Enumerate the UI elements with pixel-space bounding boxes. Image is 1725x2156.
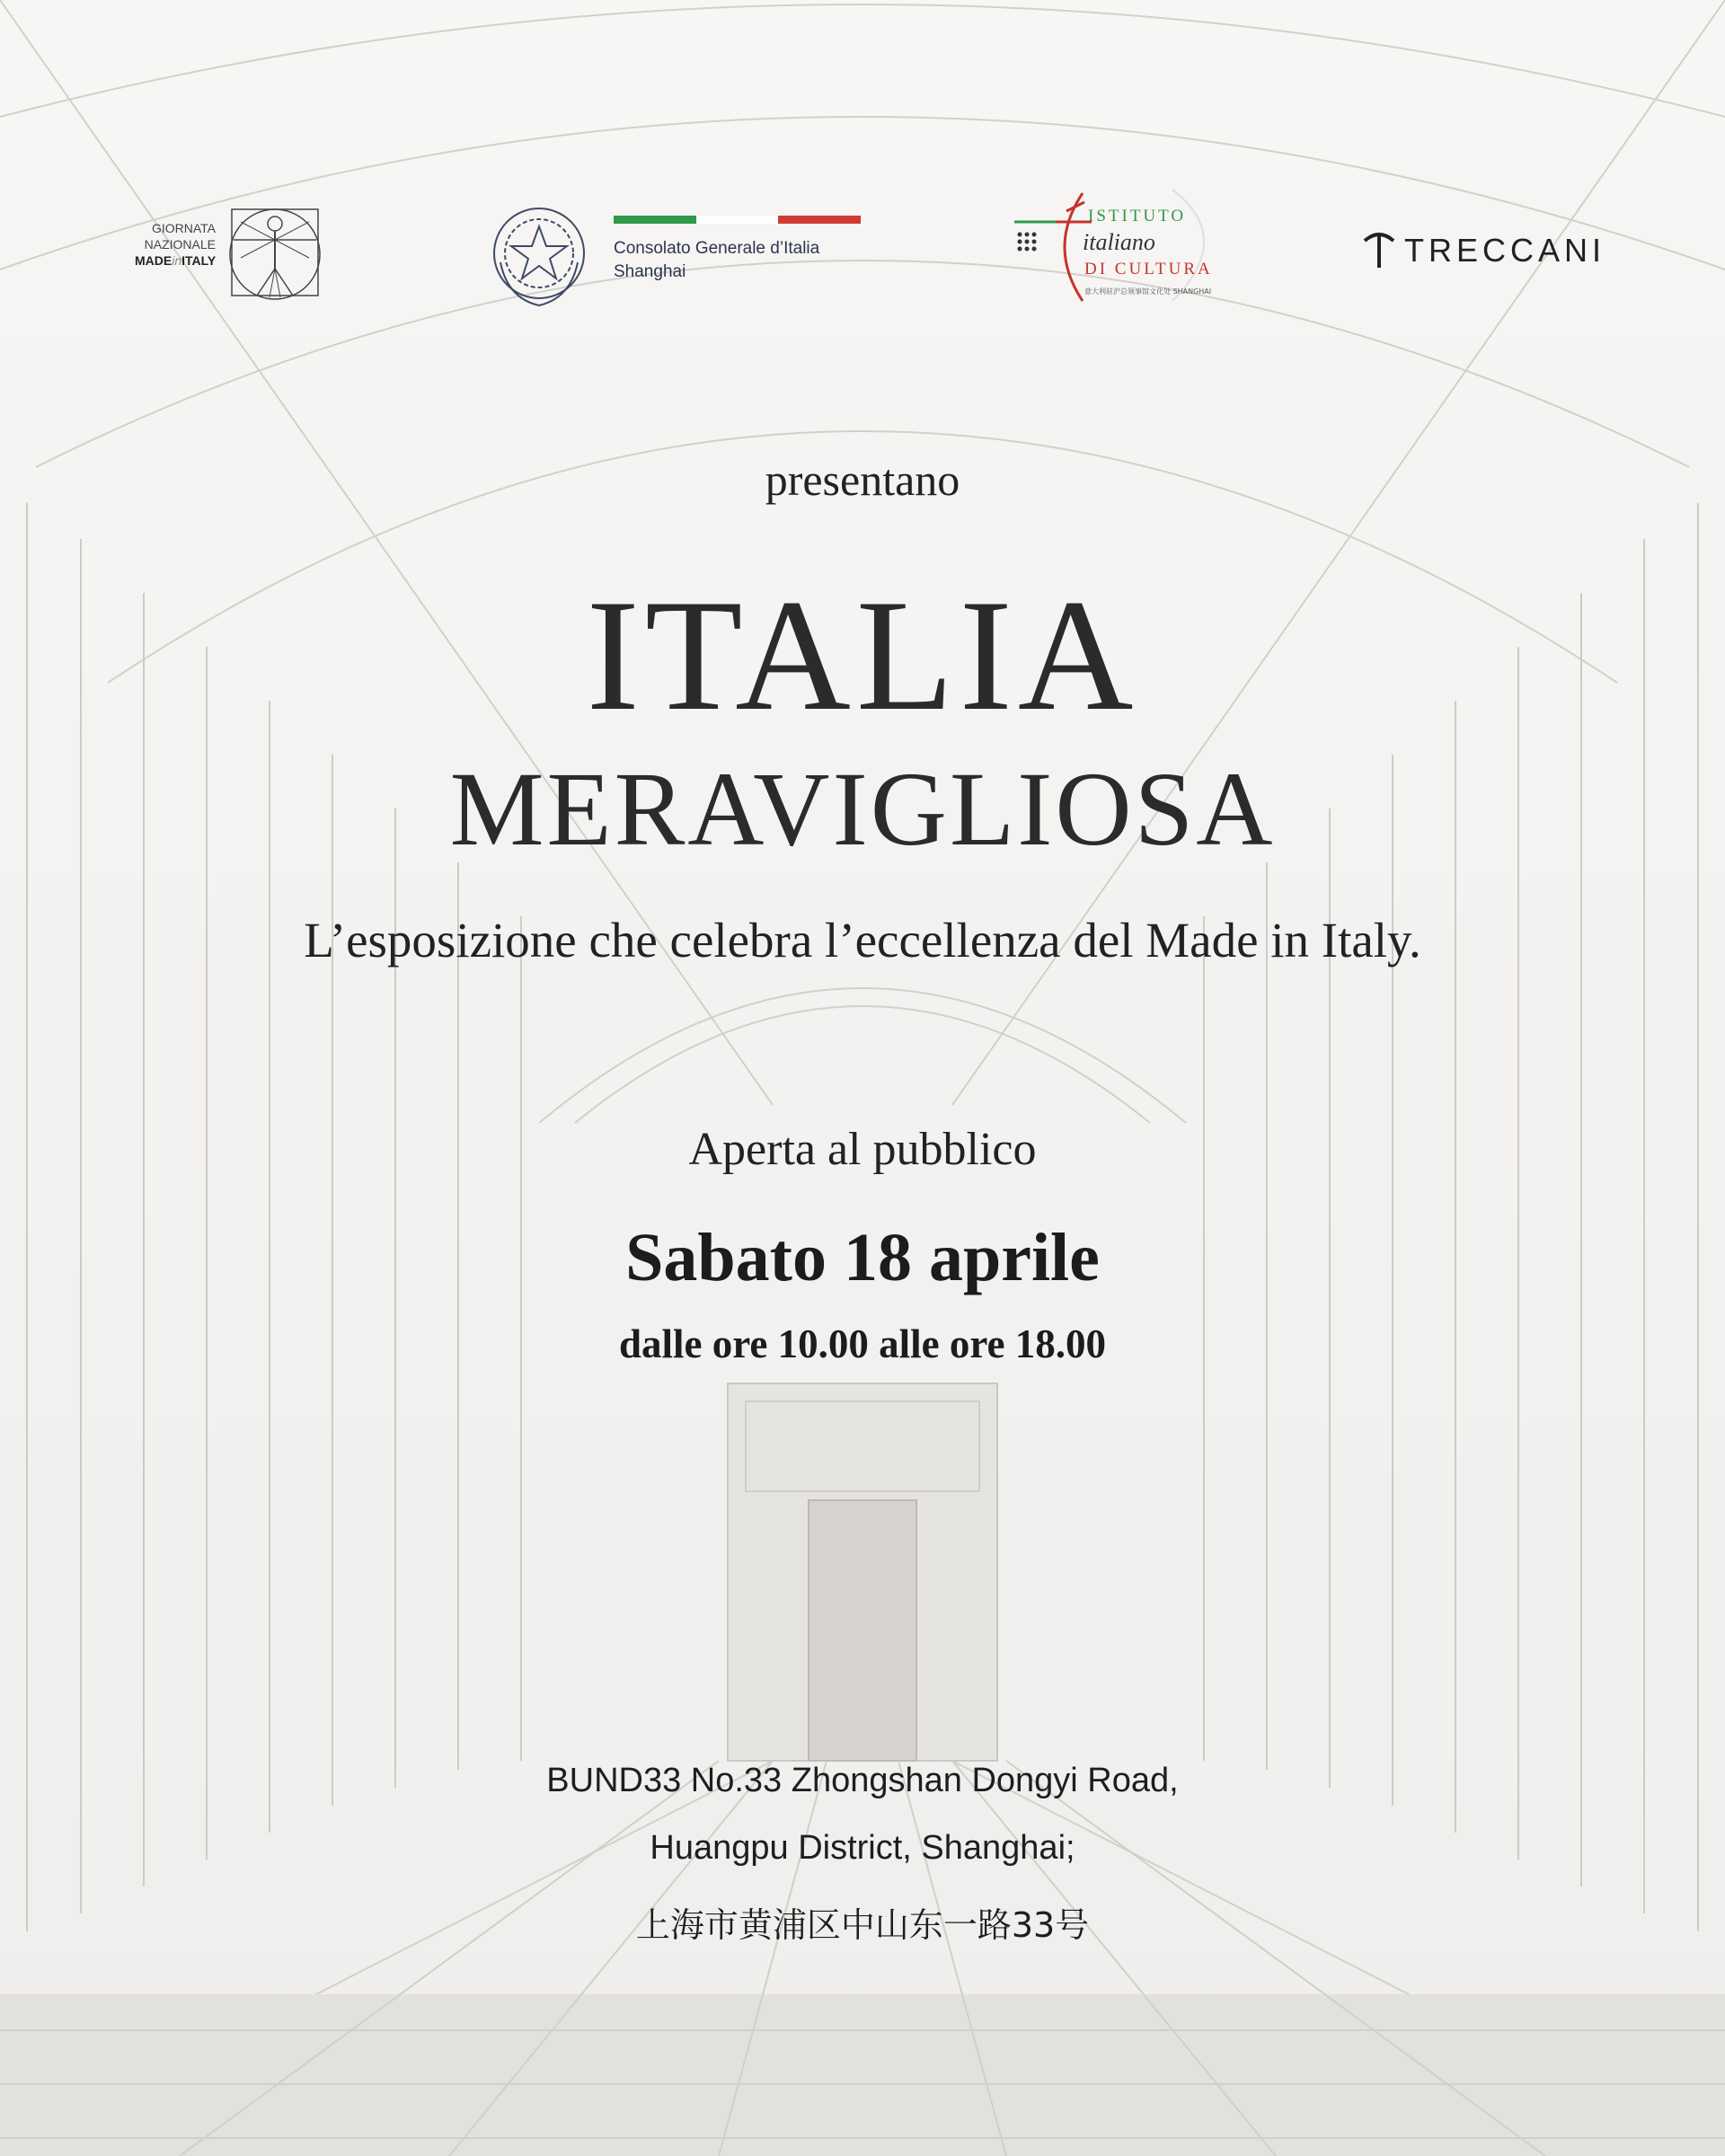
nazionale-label: NAZIONALE (144, 237, 216, 252)
event-hours: dalle ore 10.00 alle ore 18.00 (619, 1321, 1106, 1366)
vitruvian-man-icon (225, 202, 325, 303)
istituto-label: ISTITUTO (1088, 207, 1187, 225)
consolato-logo (490, 199, 867, 316)
giornata-label: GIORNATA (151, 221, 216, 235)
italiano-label: italiano (1083, 229, 1155, 255)
event-date: Sabato 18 aprile (625, 1220, 1100, 1295)
address-line-chinese: 上海市黄浦区中山东一路33号 (635, 1905, 1090, 1945)
title-line-2: MERAVIGLIOSA (449, 750, 1276, 868)
italian-emblem-icon (490, 199, 588, 311)
treccani-mark-icon (1361, 228, 1397, 270)
di-cultura-label: DI CULTURA (1084, 260, 1213, 278)
flag-stripe (614, 216, 861, 224)
consolato-city: Shanghai (614, 262, 686, 281)
presenter-text: presentano (765, 455, 960, 505)
istituto-italiano-cultura-logo (1011, 184, 1235, 310)
subtitle: L’esposizione che celebra l’eccellenza del Made in Italy. (304, 913, 1421, 968)
treccani-label: TRECCANI (1404, 232, 1606, 269)
address-line-1: BUND33 No.33 Zhongshan Dongyi Road, (546, 1762, 1179, 1799)
made-in-italy-label: MADEinITALY (135, 253, 217, 268)
address-line-2: Huangpu District, Shanghai; (650, 1829, 1075, 1867)
istituto-chinese-label: 意大利驻沪总领事馆文化处 SHANGHAI (1084, 287, 1212, 296)
consolato-name: Consolato Generale d’Italia (614, 239, 820, 258)
title-line-1: ITALIA (586, 566, 1139, 744)
open-label: Aperta al pubblico (688, 1124, 1037, 1175)
treccani-logo (1361, 225, 1640, 278)
giornata-nazionale-logo (135, 202, 332, 310)
